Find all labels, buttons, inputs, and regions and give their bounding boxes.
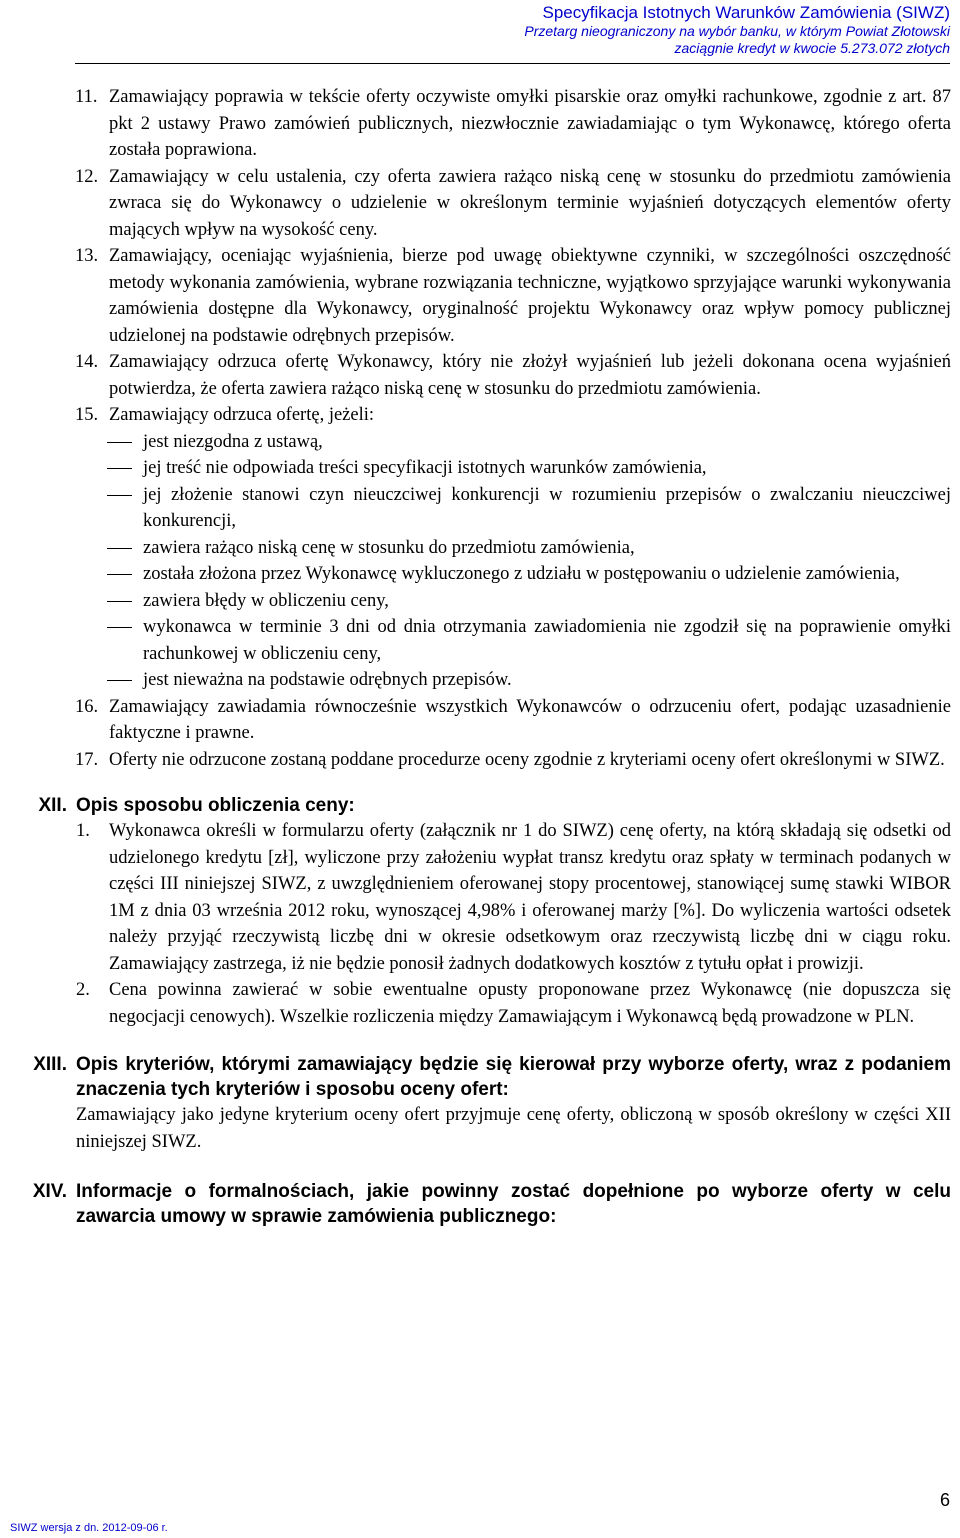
page-number: 6 bbox=[939, 1490, 950, 1510]
item-number: 14. bbox=[75, 352, 99, 372]
header-subtitle: Przetarg nieograniczony na wybór banku, w którym Powiat Złotowski bbox=[524, 23, 950, 39]
list-item bbox=[76, 818, 951, 977]
item-text: Zamawiający odrzuca ofertę Wykonawcy, który nie złożył wyjaśnień lub jeżeli dokonana ocena wyjaśnień potwierdza, że oferta zawiera rażąco niską cenę w stosunku do przedmiotu zamówienia. bbox=[109, 352, 951, 399]
dash-bullet-icon bbox=[107, 442, 132, 443]
page-header bbox=[390, 2, 950, 57]
section-number: XIV. bbox=[32, 1181, 67, 1202]
dash-item-text: zawiera błędy w obliczeniu ceny, bbox=[143, 590, 389, 611]
dash-item-text: jest nieważna na podstawie odrębnych przepisów. bbox=[143, 670, 512, 690]
section-number: XIII. bbox=[33, 1054, 67, 1075]
dash-list-item bbox=[143, 667, 951, 694]
dash-bullet-icon bbox=[107, 627, 132, 628]
dash-item-text: jest niezgodna z ustawą, bbox=[143, 431, 323, 452]
dash-item-text: zawiera rażąco niską cenę w stosunku do przedmiotu zamówienia, bbox=[143, 537, 635, 558]
list-item bbox=[76, 977, 951, 1030]
item-text: Zamawiający zawiadamia równocześnie wszystkich Wykonawców o odrzuceniu ofert, podając uzasadnienie faktyczne i prawne. bbox=[109, 696, 951, 743]
item-number: 2. bbox=[76, 980, 90, 1000]
dash-bullet-icon bbox=[107, 574, 132, 575]
dash-bullet-icon bbox=[107, 548, 132, 549]
item-number: 11. bbox=[75, 87, 98, 107]
footer-version: SIWZ wersja z dn. 2012-09-06 r. bbox=[10, 1522, 168, 1534]
item-text: Zamawiający w celu ustalenia, czy oferta zawiera rażąco niską cenę w stosunku do przedmiotu zamówienia zwraca się do Wykonawcy o udzielenie w określonym terminie wyjaśnień dotyczących elementów oferty mających wpływ na wysokość ceny. bbox=[109, 166, 951, 240]
section-xii bbox=[38, 793, 951, 1030]
dash-item-text: wykonawca w terminie 3 dni od dnia otrzymania zawiadomienia nie zgodził się na poprawienie omyłki rachunkowej w obliczeniu ceny, bbox=[143, 617, 951, 664]
item-number: 12. bbox=[75, 166, 99, 187]
item-text: Zamawiający odrzuca ofertę, jeżeli: bbox=[109, 405, 375, 425]
item-number: 1. bbox=[76, 821, 90, 841]
dash-list-item bbox=[143, 482, 951, 535]
item-number: 17. bbox=[75, 749, 99, 770]
dash-list-item bbox=[143, 614, 951, 667]
section-body: Zamawiający jako jedyne kryterium oceny ofert przyjmuje cenę oferty, obliczoną w sposób określony w części XII niniejszej SIWZ. bbox=[76, 1105, 951, 1152]
item-text: Zamawiający, oceniając wyjaśnienia, bierze pod uwagę obiektywne czynniki, w szczególności oszczędność metody wykonania zamówienia, wybrane rozwiązania techniczne, wyjątkowo sprzyjające warunki wykonywania zamówienia dostępne dla Wykonawcy, oryginalność projektu Wykonawcy oraz wpływ pomocy publicznej udzielonej na podstawie odrębnych przepisów. bbox=[109, 246, 951, 346]
dash-list-item bbox=[143, 588, 951, 615]
header-title: Specyfikacja Istotnych Warunków Zamówienia (SIWZ) bbox=[542, 3, 950, 22]
section-number: XII. bbox=[38, 795, 67, 816]
item-text: Wykonawca określi w formularzu oferty (załącznik nr 1 do SIWZ) cenę oferty, na którą składają się odsetki od udzielonego kredytu [zł], wyliczone przy założeniu wypłat transz kredytu oraz spłaty w terminach podanych w części III niniejszej SIWZ, z uwzględnieniem oferowanej stopy procentowej, stanowiącej sumę stawki WIBOR 1M z dnia 03 września 2012 roku, wynoszącej 4,98% i oferowanej marży [%]. Do wyliczenia wartości odsetek należy przyjąć rzeczywistą liczbę dni w okresie odsetkowym oraz rzeczywistą liczbę dni w ciągu roku. Zamawiający zastrzega, iż nie będzie ponosił żadnych dodatkowych kosztów z tytułu opłat i prowizji. bbox=[109, 821, 951, 974]
item-number: 13. bbox=[75, 246, 99, 266]
dash-list-item bbox=[143, 429, 951, 456]
document-body bbox=[0, 84, 960, 1229]
section-title: Opis sposobu obliczenia ceny: bbox=[76, 795, 355, 816]
list-item bbox=[75, 694, 951, 747]
dash-list-item bbox=[143, 561, 951, 588]
header-subtitle-2: zaciągnie kredyt w kwocie 5.273.072 złotych bbox=[674, 40, 950, 56]
list-item bbox=[75, 402, 951, 429]
dash-bullet-icon bbox=[107, 468, 132, 469]
list-item bbox=[75, 164, 951, 244]
list-item bbox=[75, 747, 951, 774]
dash-item-text: jej złożenie stanowi czyn nieuczciwej konkurencji w rozumieniu przepisów o zwalczaniu nieuczciwej konkurencji, bbox=[143, 484, 951, 531]
dash-item-text: została złożona przez Wykonawcę wykluczonego z udziału w postępowaniu o udzielenie zamówienia, bbox=[143, 564, 900, 584]
header-divider bbox=[75, 63, 950, 64]
section-title: Informacje o formalnościach, jakie powinny zostać dopełnione po wyborze oferty w celu zawarcia umowy w sprawie zamówienia publicznego: bbox=[76, 1181, 951, 1227]
dash-bullet-icon bbox=[107, 680, 132, 681]
list-item bbox=[75, 243, 951, 349]
section-title: Opis kryteriów, którymi zamawiający będzie się kierował przy wyborze oferty, wraz z podaniem znaczenia tych kryteriów i sposobu oceny ofert: bbox=[76, 1054, 951, 1100]
item-text: Zamawiający poprawia w tekście oferty oczywiste omyłki pisarskie oraz omyłki rachunkowe, zgodnie z art. 87 pkt 2 ustawy Prawo zamówień publicznych, niezwłocznie zawiadamiając o tym Wykonawcę, którego oferta została poprawiona. bbox=[109, 87, 951, 160]
dash-item-text: jej treść nie odpowiada treści specyfikacji istotnych warunków zamówienia, bbox=[143, 458, 707, 478]
dash-bullet-icon bbox=[107, 601, 132, 602]
item-number: 16. bbox=[75, 696, 99, 717]
dash-bullet-icon bbox=[107, 495, 132, 496]
list-item bbox=[75, 349, 951, 402]
dash-list-item bbox=[143, 455, 951, 482]
section-xiii bbox=[33, 1052, 951, 1155]
item-text: Cena powinna zawierać w sobie ewentualne opusty proponowane przez Wykonawcę (nie dopuszcza się negocjacji cenowych). Wszelkie rozliczenia między Zamawiającym i Wykonawcą będą prowadzone w PLN. bbox=[109, 980, 951, 1027]
item-number: 15. bbox=[75, 405, 99, 425]
section-xiv bbox=[32, 1179, 951, 1229]
list-item bbox=[75, 84, 951, 164]
dash-list-item bbox=[143, 535, 951, 562]
item-text: Oferty nie odrzucone zostaną poddane procedurze oceny zgodnie z kryteriami oceny ofert określonymi w SIWZ. bbox=[109, 749, 945, 770]
